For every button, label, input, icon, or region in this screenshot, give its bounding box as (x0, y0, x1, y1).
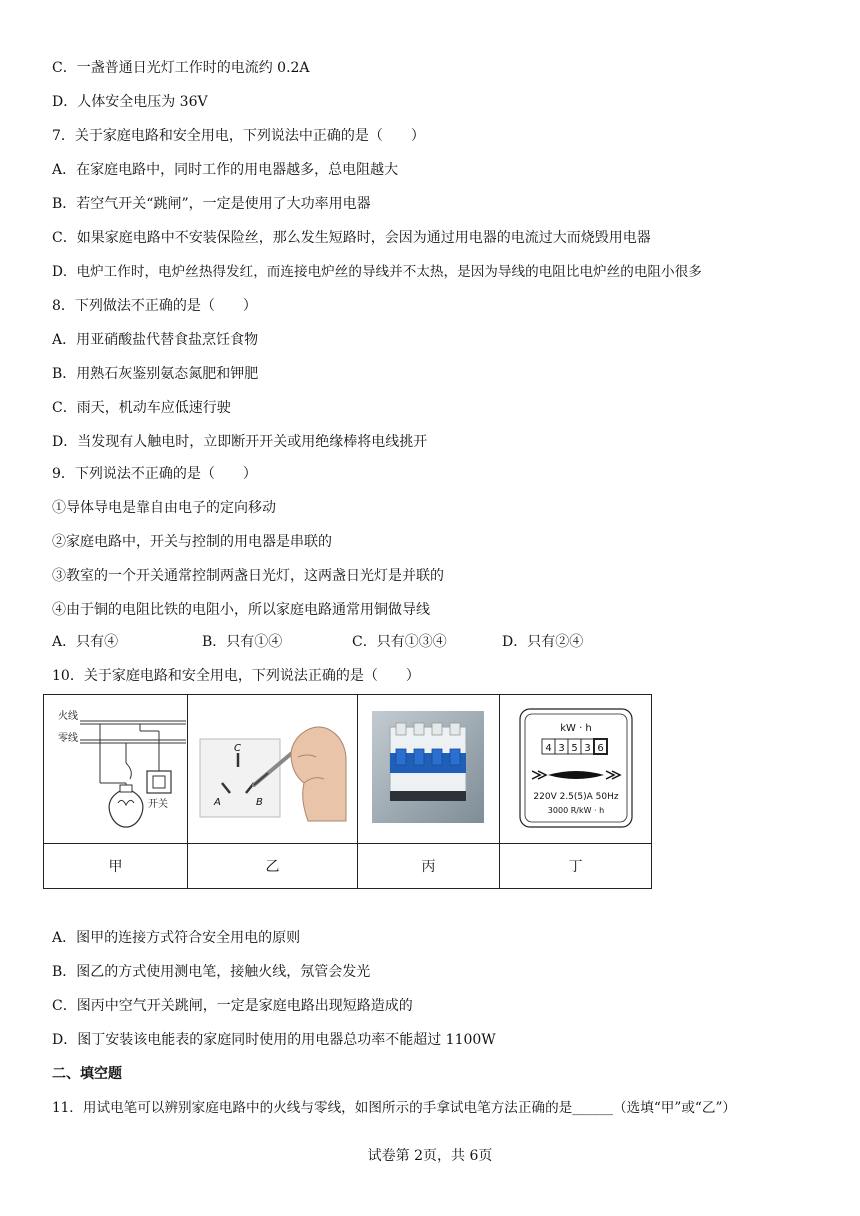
circuit-diagram (44, 695, 187, 839)
q9-option-a: A．只有④ (52, 634, 119, 650)
meter-digit: 5 (571, 743, 578, 754)
q8-option-a: A．用亚硝酸盐代替食盐烹饪食物 (52, 332, 259, 348)
figure-yi (188, 695, 358, 844)
socket-pin-c-label: C (234, 743, 241, 754)
figure-label-bing: 丙 (358, 844, 500, 889)
q11-stem: 11．用试电笔可以辨别家庭电路中的火线与零线，如图所示的手拿试电笔方法正确的是______（选填“甲”或“乙”） (52, 1100, 736, 1116)
meter-constant-label: 3000 R/kW · h (547, 806, 605, 815)
q9-statement-3: ③教室的一个开关通常控制两盏日光灯，这两盏日光灯是并联的 (52, 568, 444, 584)
socket-pin-b-label: B (256, 797, 263, 808)
meter-digit-display (542, 739, 607, 754)
q9-option-b: B．只有①④ (202, 634, 283, 650)
q9-statement-1: ①导体导电是靠自由电子的定向移动 (52, 500, 276, 516)
hand-icon (291, 727, 346, 821)
switch-icon (147, 771, 171, 793)
meter-digit: 6 (597, 743, 604, 754)
figure-ding (500, 695, 652, 844)
q10-option-a: A．图甲的连接方式符合安全用电的原则 (52, 930, 301, 946)
meter-unit-label: kW · h (560, 723, 592, 734)
meter-digit: 3 (584, 743, 591, 754)
figure-bing (358, 695, 500, 844)
q9-options (52, 632, 672, 652)
q10-stem: 10．关于家庭电路和安全用电，下列说法正确的是（ ） (52, 668, 420, 684)
meter-rating-label: 220V 2.5(5)A 50Hz (533, 792, 619, 802)
socket-pin-a-label: A (214, 797, 221, 808)
test-pen-socket-illustration (188, 695, 357, 839)
q10-figure-table (43, 694, 652, 889)
figure-label-jia: 甲 (44, 844, 188, 889)
neutral-wire-label: 零线 (58, 733, 78, 744)
energy-meter-illustration (500, 695, 651, 839)
q9-stem: 9．下列说法不正确的是（ ） (52, 466, 257, 482)
switch-label: 开关 (148, 799, 168, 810)
figure-jia (44, 695, 188, 844)
q7-stem: 7．关于家庭电路和安全用电，下列说法中正确的是（ ） (52, 128, 425, 144)
q9-option-d: D．只有②④ (502, 634, 584, 650)
q8-option-b: B．用熟石灰鉴别氨态氮肥和钾肥 (52, 366, 259, 382)
q7-option-d: D．电炉工作时，电炉丝热得发红，而连接电炉丝的导线并不太热，是因为导线的电阻比电炉丝的电阻小很多 (52, 264, 702, 280)
q7-option-c: C．如果家庭电路中不安装保险丝，那么发生短路时，会因为通过用电器的电流过大而烧毁用电器 (52, 230, 651, 246)
q7-option-a: A．在家庭电路中，同时工作的用电器越多，总电阻越大 (52, 162, 399, 178)
meter-digit: 4 (545, 743, 552, 754)
q10-option-b: B．图乙的方式使用测电笔，接触火线，氖管会发光 (52, 964, 371, 980)
q8-option-c: C．雨天，机动车应低速行驶 (52, 400, 231, 416)
q9-statement-2: ②家庭电路中，开关与控制的用电器是串联的 (52, 534, 332, 550)
light-bulb-icon (109, 785, 143, 827)
q8-stem: 8．下列做法不正确的是（ ） (52, 298, 257, 314)
breaker-icon (390, 723, 466, 801)
figure-label-yi: 乙 (188, 844, 358, 889)
q10-option-c: C．图丙中空气开关跳闸，一定是家庭电路出现短路造成的 (52, 998, 413, 1014)
q7-option-b: B．若空气开关“跳闸”，一定是使用了大功率用电器 (52, 196, 371, 212)
q8-option-d: D．当发现有人触电时，立即断开开关或用绝缘棒将电线挑开 (52, 434, 428, 450)
live-wire-label: 火线 (58, 711, 78, 722)
q10-option-d: D．图丁安装该电能表的家庭同时使用的用电器总功率不能超过 1100W (52, 1032, 496, 1048)
q9-statement-4: ④由于铜的电阻比铁的电阻小，所以家庭电路通常用铜做导线 (52, 602, 430, 618)
meter-digit: 3 (558, 743, 565, 754)
q6-option-c: C．一盏普通日光灯工作时的电流约 0.2A (52, 60, 310, 76)
page-footer: 试卷第 2页，共 6页 (367, 1148, 493, 1164)
figure-label-ding: 丁 (500, 844, 652, 889)
air-circuit-breaker-photo (358, 695, 499, 839)
q9-option-c: C．只有①③④ (352, 634, 447, 650)
section-heading-fill-in: 二、填空题 (52, 1066, 122, 1082)
q6-option-d: D．人体安全电压为 36V (52, 94, 208, 110)
